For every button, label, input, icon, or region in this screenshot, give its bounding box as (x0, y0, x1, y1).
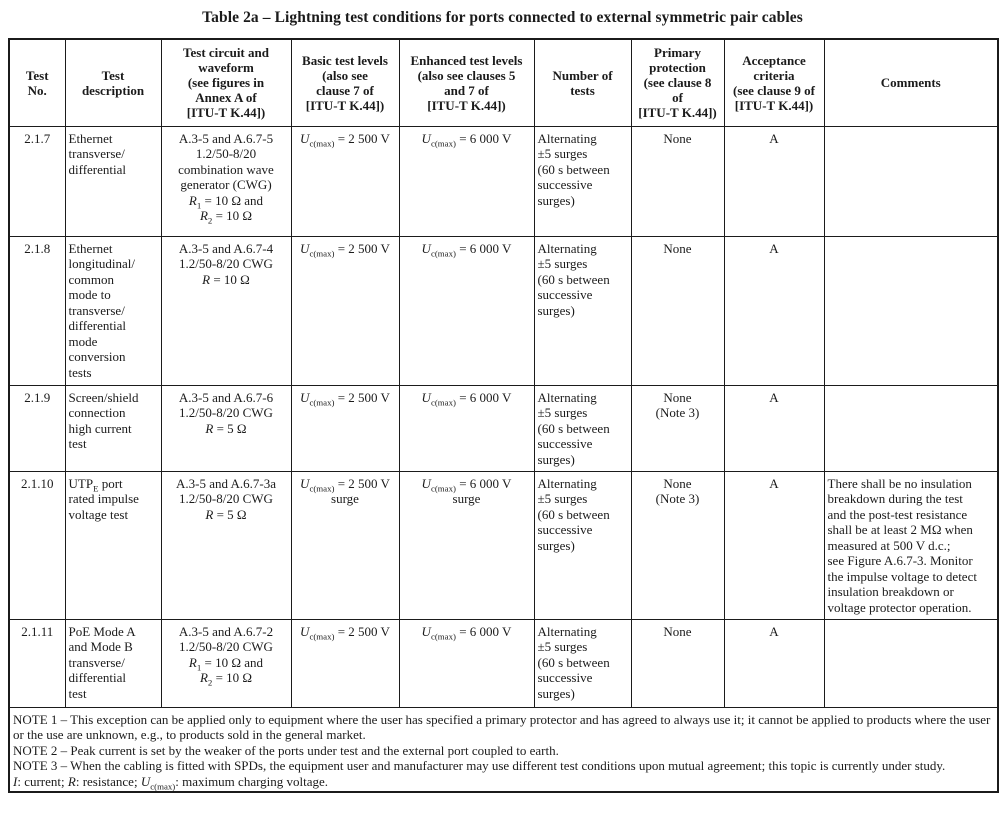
col-header-test-circuit: Test circuit and waveform (see figures in Annex A of [ITU-T K.44]) (161, 39, 291, 126)
note-line: I: current; R: resistance; $U_{c(max)}$: maximum charging voltage. (13, 773, 329, 792)
cell-basic-levels: $U_{c(max)} = 2$ 500 V (291, 126, 399, 236)
table-row (9, 236, 998, 385)
cell-enhanced-levels: $U_{c(max)} = 6$ 000 V (399, 236, 534, 385)
col-header-number-of-tests: Number of tests (534, 39, 631, 126)
table-row (9, 471, 998, 619)
cell-acceptance-criteria: A (724, 619, 824, 707)
cell-acceptance-criteria: A (724, 236, 824, 385)
cell-test-description: $UTP_E$ port rated impulse voltage test (65, 471, 161, 619)
cell-primary-protection: None (631, 236, 724, 385)
cell-test-description: Ethernet transverse/ differential (65, 126, 161, 236)
col-header-basic-levels: Basic test levels (also see clause 7 of [ITU-T K.44]) (291, 39, 399, 126)
note-line: NOTE 2 – Peak current is set by the weaker of the ports under test and the external port coupled to earth. (13, 742, 559, 758)
cell-test-description: Ethernet longitudinal/ common mode to transverse/ differential mode conversion tests (65, 236, 161, 385)
cell-enhanced-levels: $U_{c(max)} = 6$ 000 V (399, 385, 534, 471)
cell-acceptance-criteria: A (724, 385, 824, 471)
col-header-acceptance-criteria: Acceptance criteria (see clause 9 of [ITU-T K.44]) (724, 39, 824, 126)
cell-test-circuit: A.3-5 and A.6.7-3a 1.2/50-8/20 CWG R = 5 Ω (161, 471, 291, 619)
cell-number-of-tests: Alternating ±5 surges (60 s between successive surges) (534, 126, 631, 236)
cell-acceptance-criteria: A (724, 471, 824, 619)
cell-primary-protection: None (631, 619, 724, 707)
table-body (9, 126, 998, 707)
cell-test-circuit: A.3-5 and A.6.7-5 1.2/50-8/20 combination wave generator (CWG) $R_1 = 10$ Ω and $R_2 = 10$ Ω (161, 126, 291, 236)
col-header-test-description: Test description (65, 39, 161, 126)
cell-basic-levels: $U_{c(max)} = 2$ 500 V surge (291, 471, 399, 619)
cell-basic-levels: $U_{c(max)} = 2$ 500 V (291, 236, 399, 385)
cell-test-circuit: A.3-5 and A.6.7-4 1.2/50-8/20 CWG R = 10 Ω (161, 236, 291, 385)
table-row (9, 126, 998, 236)
cell-number-of-tests: Alternating ±5 surges (60 s between successive surges) (534, 236, 631, 385)
cell-primary-protection: None (Note 3) (631, 471, 724, 619)
cell-comments (824, 126, 998, 236)
note-line: NOTE 1 – This exception can be applied only to equipment where the user has specified a primary protector and has agreed to always use it; it cannot be applied to products where the user or the use are unknown, e.g., to products sold in the general market. (13, 711, 991, 742)
cell-enhanced-levels: $U_{c(max)} = 6$ 000 V surge (399, 471, 534, 619)
cell-number-of-tests: Alternating ±5 surges (60 s between successive surges) (534, 385, 631, 471)
notes-row (9, 707, 998, 792)
cell-test-circuit: A.3-5 and A.6.7-6 1.2/50-8/20 CWG R = 5 Ω (161, 385, 291, 471)
cell-basic-levels: $U_{c(max)} = 2$ 500 V (291, 619, 399, 707)
cell-number-of-tests: Alternating ±5 surges (60 s between successive surges) (534, 471, 631, 619)
cell-comments: There shall be no insulation breakdown during the test and the post-test resistance shall be at least 2 MΩ when measured at 500 V d.c.; see Figure A.6.7-3. Monitor the impulse voltage to detect insulation breakdown or voltage protector operation. (824, 471, 998, 619)
cell-primary-protection: None (Note 3) (631, 385, 724, 471)
cell-primary-protection: None (631, 126, 724, 236)
col-header-comments: Comments (824, 39, 998, 126)
cell-test-no: 2.1.7 (9, 126, 65, 236)
cell-enhanced-levels: $U_{c(max)} = 6$ 000 V (399, 126, 534, 236)
cell-enhanced-levels: $U_{c(max)} = 6$ 000 V (399, 619, 534, 707)
cell-test-no: 2.1.9 (9, 385, 65, 471)
table-title: Table 2a – Lightning test conditions for ports connected to external symmetric pair cables (202, 9, 803, 26)
table-row (9, 619, 998, 707)
cell-test-description: Screen/shield connection high current test (65, 385, 161, 471)
cell-comments (824, 385, 998, 471)
col-header-test-no: Test No. (9, 39, 65, 126)
cell-test-no: 2.1.11 (9, 619, 65, 707)
cell-comments (824, 619, 998, 707)
cell-basic-levels: $U_{c(max)} = 2$ 500 V (291, 385, 399, 471)
cell-acceptance-criteria: A (724, 126, 824, 236)
cell-test-circuit: A.3-5 and A.6.7-2 1.2/50-8/20 CWG $R_1 = 10$ Ω and $R_2 = 10$ Ω (161, 619, 291, 707)
cell-test-no: 2.1.8 (9, 236, 65, 385)
cell-test-no: 2.1.10 (9, 471, 65, 619)
notes-cell (9, 707, 998, 792)
cell-number-of-tests: Alternating ±5 surges (60 s between successive surges) (534, 619, 631, 707)
col-header-enhanced-levels: Enhanced test levels (also see clauses 5 and 7 of [ITU-T K.44]) (399, 39, 534, 126)
header-row (9, 39, 998, 126)
cell-test-description: PoE Mode A and Mode B transverse/ differential test (65, 619, 161, 707)
cell-comments (824, 236, 998, 385)
note-line: NOTE 3 – When the cabling is fitted with SPDs, the equipment user and manufacturer may use different test conditions upon mutual agreement; this topic is currently under study. (13, 758, 946, 773)
table-row (9, 385, 998, 471)
lightning-test-table (8, 38, 999, 793)
col-header-primary-protection: Primary protection (see clause 8 of [ITU-T K.44]) (631, 39, 724, 126)
